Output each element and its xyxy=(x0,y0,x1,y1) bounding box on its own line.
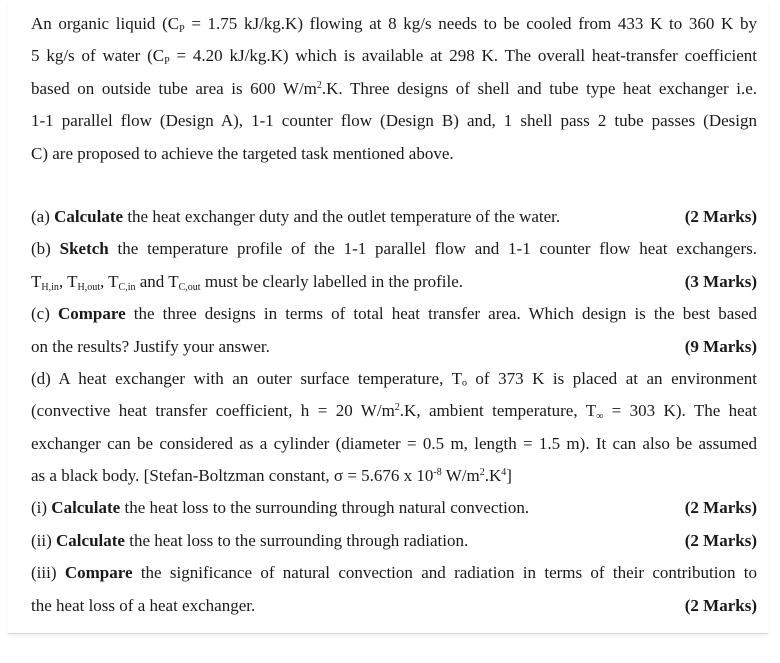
marks-d-ii: (2 Marks) xyxy=(684,530,757,550)
question-d-iii-line-1: (iii) Compare the significance of natural convection and radiation in terms of their contribution to xyxy=(31,563,757,583)
intro-line-4: 1-1 parallel flow (Design A), 1-1 counter flow (Design B) and, 1 shell pass 2 tube passes (Design xyxy=(31,111,757,131)
intro-line-2: 5 kg/s of water ($C_P = 4.20$ kJ/kg.K) which is available at 298 K. The overall heat-transfer coefficient xyxy=(31,46,757,68)
question-b-line-2: $T_{H,in}$, $T_{H,out}$, $T_{C,in}$ and $T_{C,out}$ must be clearly labelled in the profile. (3 Marks) xyxy=(31,266,757,298)
question-c-line-2: on the results? Justify your answer. (9 Marks) xyxy=(31,331,757,363)
marks-a: (2 Marks) xyxy=(684,206,757,226)
marks-d-iii: (2 Marks) xyxy=(684,595,757,615)
marks-b: (3 Marks) xyxy=(684,271,757,291)
marks-c: (9 Marks) xyxy=(684,336,757,356)
intro-line-3: based on outside tube area is 600 $W/m^2.K$. Three designs of shell and tube type heat exchanger i.e. xyxy=(31,78,757,98)
marks-d-i: (2 Marks) xyxy=(684,498,757,518)
question-d-iii-line-2: the heat loss of a heat exchanger. (2 Marks) xyxy=(31,590,757,622)
question-d-line-3: exchanger can be considered as a cylinder (diameter = 0.5 m, length = 1.5 m). It can also be assumed xyxy=(31,433,757,453)
question-d-line-4: as a black body. [Stefan-Boltzman constant, σ = 5.676 x $10^{-8}$ $W/m^2.K^4$] xyxy=(31,466,512,486)
question-d-i: (i) Calculate the heat loss to the surrounding through natural convection. (2 Marks) xyxy=(31,492,757,524)
question-d-line-2: (convective heat transfer coefficient, h = 20 $W/m^2.K$, ambient temperature, $T_\infty = 303$ K). The heat xyxy=(31,401,757,423)
question-a: (a) Calculate the heat exchanger duty and the outlet temperature of the water. (2 Marks) xyxy=(31,201,757,233)
question-c-line-1: (c) Compare the three designs in terms of total heat transfer area. Which design is the best based xyxy=(31,304,757,324)
question-d-line-1: (d) A heat exchanger with an outer surface temperature, Tₒ of 373 K is placed at an environment xyxy=(31,368,757,388)
intro-line-1: An organic liquid ($C_P = 1.75$ kJ/kg.K) flowing at 8 kg/s needs to be cooled from 433 K to 360 K by xyxy=(31,14,757,35)
question-content xyxy=(31,8,757,622)
question-d-ii: (ii) Calculate the heat loss to the surrounding through radiation. (2 Marks) xyxy=(31,525,757,557)
question-b-line-1: (b) Sketch the temperature profile of the 1-1 parallel flow and 1-1 counter flow heat exchangers. xyxy=(31,239,757,259)
intro-line-5: C) are proposed to achieve the targeted task mentioned above. xyxy=(31,143,454,163)
